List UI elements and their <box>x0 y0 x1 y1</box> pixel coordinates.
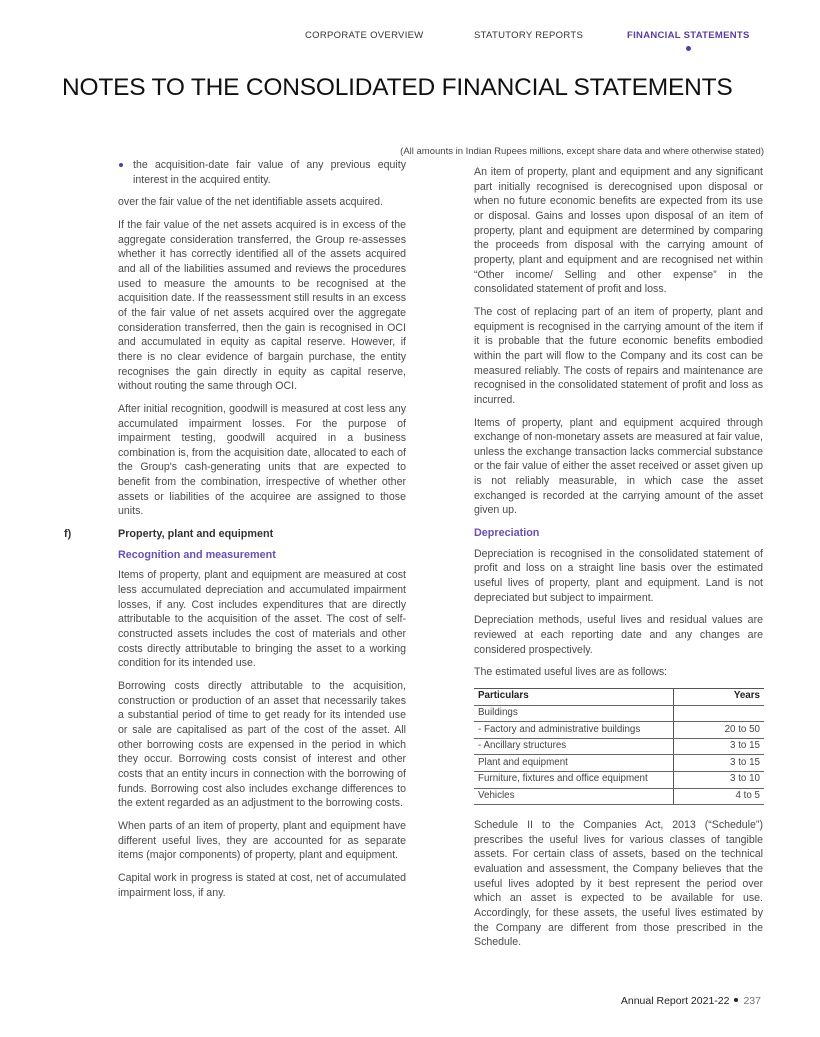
bullet-icon <box>119 163 123 167</box>
table-row <box>474 722 764 739</box>
report-name: Annual Report 2021-22 <box>620 995 730 1007</box>
section-title: Property, plant and equipment <box>118 528 274 541</box>
page-footer <box>621 995 761 1007</box>
cell-years: 3 to 10 <box>674 771 765 788</box>
paragraph: Borrowing costs directly attributable to the acquisition, construction or production of an asset that necessarily takes a substantial period of time to get ready for its intended use or sale are capitalised as part of the cost of the asset. All other borrowing costs are expensed in the period in which they occur. Borrowing costs consist of interest and other costs that an entity incurs in connection with the borrowing of funds. Borrowing cost also includes exchange differences to the extent regarded as an adjustment to the borrowing costs. <box>118 680 406 810</box>
section-number: f) <box>64 528 72 541</box>
table-row <box>474 771 764 788</box>
page-number: 237 <box>743 995 761 1007</box>
table-row <box>474 738 764 755</box>
cell-years: 3 to 15 <box>674 755 765 772</box>
paragraph: Items of property, plant and equipment acquired through exchange of non-monetary assets are measured at fair value, unless the exchange transaction lacks commercial substance or the fair value of either the asset received or asset given up is not reliably measurable, in which case the asset exchanged is recorded at the carrying amount of the asset given up. <box>474 416 763 517</box>
nav-financial-statements[interactable]: FINANCIAL STATEMENTS <box>627 30 750 41</box>
cell-particulars: Buildings <box>474 705 674 722</box>
paragraph: Depreciation is recognised in the consolidated statement of profit and loss on a straight line basis over the estimated useful lives of property, plant and equipment. Land is not depreciated but subject to impairment. <box>474 547 763 604</box>
active-section-dot-icon <box>686 46 691 51</box>
bullet-item <box>118 158 406 187</box>
cell-particulars: Furniture, fixtures and office equipment <box>474 771 674 788</box>
paragraph: When parts of an item of property, plant and equipment have different useful lives, they are accounted for as separate items (major components) of property, plant and equipment. <box>118 819 406 862</box>
table-row <box>474 705 764 722</box>
section-heading <box>64 527 406 542</box>
top-navigation <box>0 30 820 54</box>
paragraph: The cost of replacing part of an item of property, plant and equipment is recognised in the carrying amount of the item if it is probable that the future economic benefits embodied within the part will flow to the Company and its cost can be measured reliably. The costs of repairs and maintenance are recognised in the consolidated statement of profit and loss as incurred. <box>474 305 763 406</box>
cell-particulars: - Factory and administrative buildings <box>474 722 674 739</box>
cell-years <box>674 705 765 722</box>
useful-lives-table <box>474 688 764 805</box>
paragraph: over the fair value of the net identifiable assets acquired. <box>118 196 384 209</box>
right-column <box>474 165 763 958</box>
table-header-row <box>474 689 764 706</box>
bullet-text: the acquisition-date fair value of any previous equity interest in the acquired entity. <box>133 159 406 186</box>
cell-years: 20 to 50 <box>674 722 765 739</box>
paragraph: Capital work in progress is stated at cost, net of accumulated impairment loss, if any. <box>118 871 406 899</box>
subheading-recognition: Recognition and measurement <box>118 548 276 561</box>
cell-particulars: Plant and equipment <box>474 755 674 772</box>
cell-particulars: Vehicles <box>474 788 674 805</box>
nav-statutory-reports[interactable]: STATUTORY REPORTS <box>474 30 584 41</box>
cell-years: 4 to 5 <box>674 788 765 805</box>
cell-particulars: - Ancillary structures <box>474 738 674 755</box>
paragraph: The estimated useful lives are as follows: <box>474 666 668 679</box>
paragraph: Items of property, plant and equipment are measured at cost less accumulated depreciation and accumulated impairment losses, if any. Cost includes expenditures that are directly attributable to the acquisition of the asset. The cost of self-constructed assets includes the cost of materials and other costs directly attributable to bringing the asset to a working condition for its intended use. <box>118 569 406 670</box>
paragraph: If the fair value of the net assets acquired is in excess of the aggregate consideration transferred, the Group re-assesses whether it has correctly identified all of the assets acquired and all of the liabilities assumed and reviews the procedures used to measure the amounts to be recognised at the acquisition date. If the reassessment still results in an excess of the fair value of net assets acquired over the aggregate consideration transferred, then the gain is recognised in OCI and accumulated in equity as capital reserve. However, if there is no clear evidence of bargain purchase, the entity recognises the gain directly in equity as capital reserve, without routing the same through OCI. <box>118 218 406 393</box>
units-note: (All amounts in Indian Rupees millions, except share data and where otherwise stated) <box>400 146 764 157</box>
header-years: Years <box>674 689 765 706</box>
nav-corporate-overview[interactable]: CORPORATE OVERVIEW <box>305 30 424 41</box>
left-column <box>64 158 406 908</box>
paragraph: Schedule II to the Companies Act, 2013 (“Schedule”) prescribes the useful lives for various classes of tangible assets. For certain class of assets, based on the technical evaluation and assessment, the Company believes that the useful lives adopted by it best represent the period over which an asset is expected to be available for use. Accordingly, for these assets, the useful lives estimated by the Company are different from those prescribed in the Schedule. <box>474 819 763 949</box>
paragraph: After initial recognition, goodwill is measured at cost less any accumulated impairment losses. For the purpose of impairment testing, goodwill acquired in a business combination is, from the acquisition date, allocated to each of the Group's cash-generating units that are expected to benefit from the combination, irrespective of whether other assets or liabilities of the acquiree are assigned to those units. <box>118 402 406 518</box>
paragraph: An item of property, plant and equipment and any significant part initially recognised is derecognised upon disposal or when no future economic benefits are expected from its use or disposal. Gains and losses upon disposal of an item of property, plant and equipment are determined by comparing the proceeds from disposal with the carrying amount of property, plant and equipment and are recognised net within “Other income/ Selling and other expense” in the consolidated statement of profit and loss. <box>474 166 763 296</box>
separator-dot-icon <box>734 998 738 1002</box>
cell-years: 3 to 15 <box>674 738 765 755</box>
paragraph: Depreciation methods, useful lives and residual values are reviewed at each reporting date and any changes are considered prospectively. <box>474 614 763 656</box>
page-title: NOTES TO THE CONSOLIDATED FINANCIAL STATEMENTS <box>62 74 733 101</box>
table-row <box>474 788 764 805</box>
header-particulars: Particulars <box>474 689 674 706</box>
table-row <box>474 755 764 772</box>
subheading-depreciation: Depreciation <box>474 527 540 540</box>
